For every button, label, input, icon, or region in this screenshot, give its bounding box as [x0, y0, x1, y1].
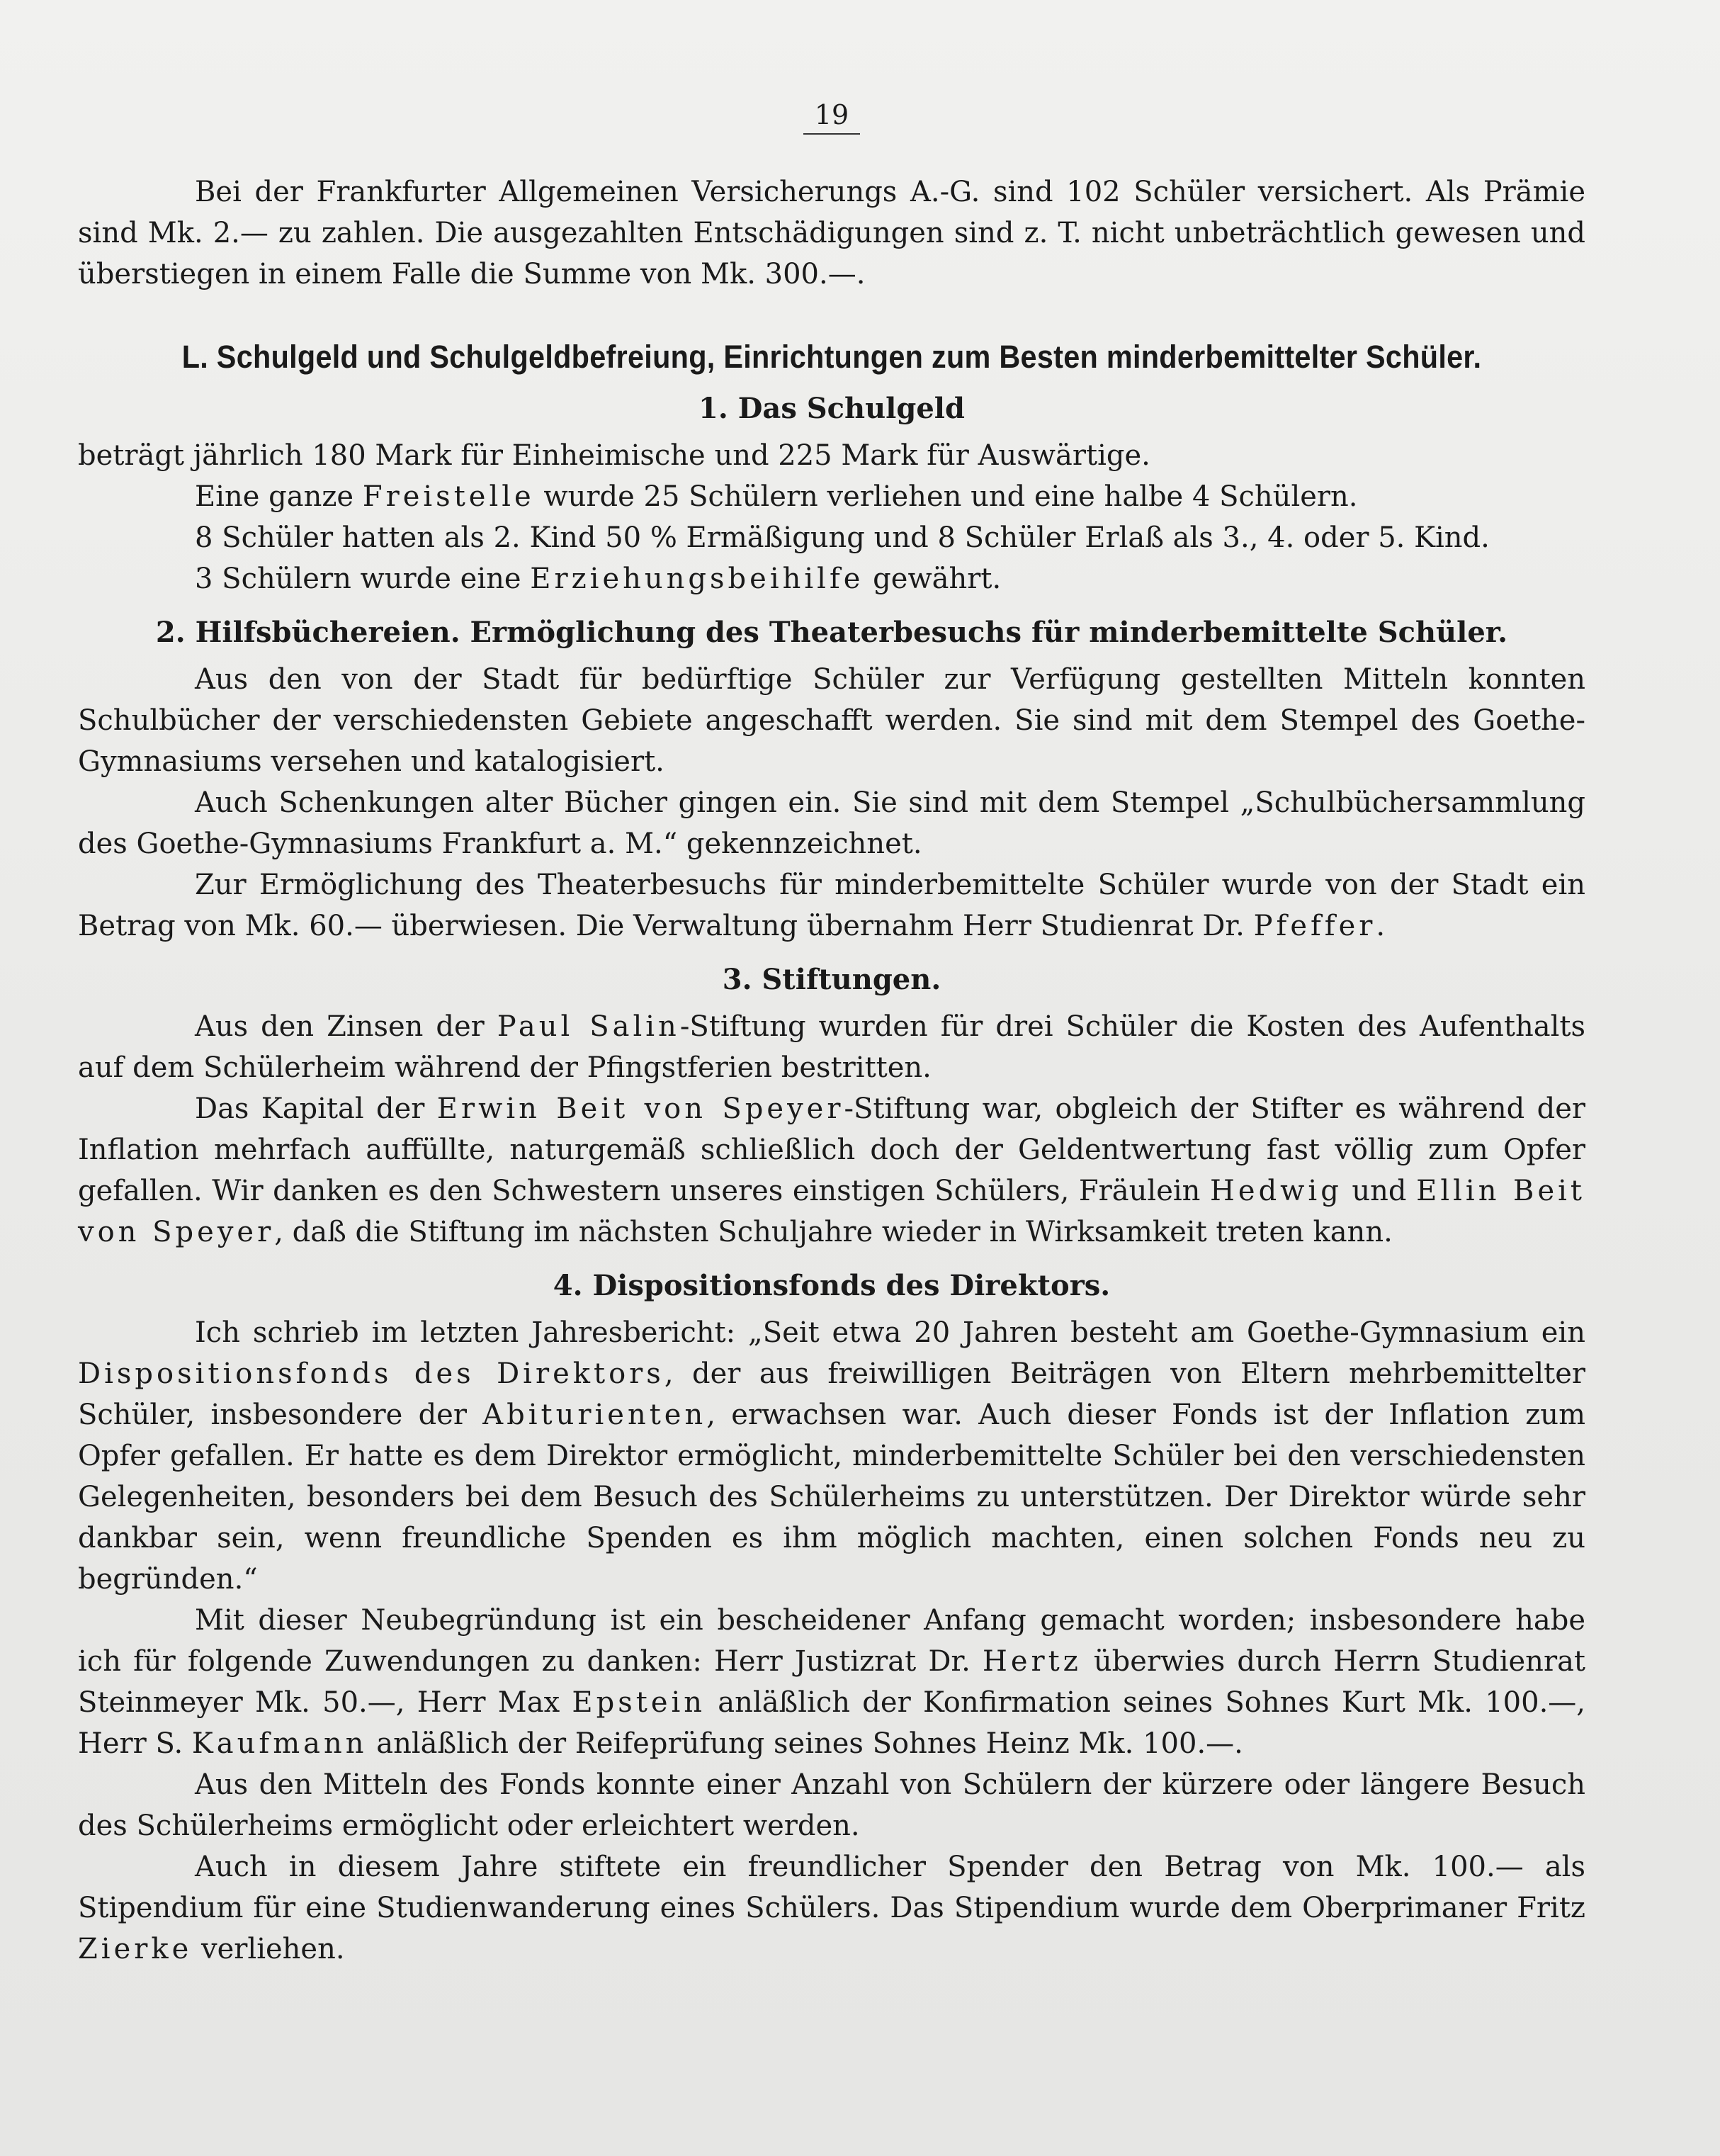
spaced-name: Hedwig: [1210, 1175, 1342, 1207]
spaced-name: Hertz: [982, 1645, 1082, 1678]
paragraph: Auch Schenkungen alter Bücher gingen ein. Sie sind mit dem Stempel „Schulbüchersammlung des Goethe-Gymnasiums Frankfurt a. M.“ gekennzeichnet.: [78, 786, 1585, 860]
paragraph: Eine ganze Freistelle wurde 25 Schülern verliehen und eine halbe 4 Schülern.: [195, 480, 1358, 513]
spaced-name: Kaufmann: [191, 1727, 368, 1760]
paragraph: Aus den von der Stadt für bedürftige Schüler zur Verfügung gestellten Mitteln konnten Schulbücher der verschiedensten Gebiete angeschafft werden. Sie sind mit dem Stempel des Goethe-Gymnasiums versehen und katalogisiert.: [78, 663, 1585, 778]
subsection-title-schulgeld: 1. Das Schulgeld: [698, 392, 965, 425]
spaced-name: Pfeffer: [1253, 910, 1376, 942]
paragraph: Aus den Mitteln des Fonds konnte einer Anzahl von Schülern der kürzere oder längere Besuch des Schülerheims ermöglicht oder erleichtert werden.: [78, 1768, 1585, 1842]
intro-paragraph: Bei der Frankfurter Allgemeinen Versicherungs A.-G. sind 102 Schüler versichert. Als Prämie sind Mk. 2.— zu zahlen. Die ausgezahlten Entschädigungen sind z. T. nicht unbeträchtlich gewesen und überstiegen in einem Falle die Summe von Mk. 300.—.: [78, 176, 1585, 290]
spaced-term: Abiturienten: [482, 1399, 707, 1431]
paragraph: beträgt jährlich 180 Mark für Einheimische und 225 Mark für Auswärtige.: [78, 439, 1150, 472]
paragraph: 8 Schüler hatten als 2. Kind 50 % Ermäßigung und 8 Schüler Erlaß als 3., 4. oder 5. Kind.: [195, 521, 1490, 554]
spaced-name: Ellin Beit von Speyer: [78, 1175, 1585, 1248]
paragraph: Das Kapital der Erwin Beit von Speyer-Stiftung war, obgleich der Stifter es während der Inflation mehrfach auffüllte, naturgemäß schließlich doch der Geldentwertung fast völlig zum Opfer gefallen. Wir danken es den Schwestern unseres einstigen Schülers, Fräulein Hedwig und Ellin Beit von Speyer, daß die Stiftung im nächsten Schuljahre wieder in Wirksamkeit treten kann.: [78, 1093, 1586, 1248]
paragraph: 3 Schülern wurde eine Erziehungsbeihilfe gewährt.: [195, 563, 1002, 595]
spaced-name: Paul Salin: [497, 1010, 680, 1043]
spaced-name: Zierke: [78, 1933, 193, 1965]
spaced-term: Dispositionsfonds des Direktors: [78, 1358, 664, 1390]
page-number: 19: [78, 99, 1585, 135]
paragraph: Ich schrieb im letzten Jahresbericht: „Seit etwa 20 Jahren besteht am Goethe-Gymnasium ein Dispositionsfonds des Direktors, der aus freiwilligen Beiträgen von Eltern mehrbemittelter Schüler, insbesondere der Abiturienten, erwachsen war. Auch dieser Fonds ist der Inflation zum Opfer gefallen. Er hatte es dem Direktor ermöglicht, minderbemittelte Schüler bei den verschiedensten Gelegenheiten, besonders bei dem Besuch des Schülerheims zu unterstützen. Der Direktor würde sehr dankbar sein, wenn freundliche Spenden es ihm möglich machten, einen solchen Fonds neu zu begründen.“: [78, 1316, 1586, 1596]
paragraph: Auch in diesem Jahre stiftete ein freundlicher Spender den Betrag von Mk. 100.— als Stipendium für eine Studienwanderung eines Schülers. Das Stipendium wurde dem Oberprimaner Fritz Zierke verliehen.: [78, 1851, 1585, 1965]
paragraph: Aus den Zinsen der Paul Salin-Stiftung wurden für drei Schüler die Kosten des Aufenthalts auf dem Schülerheim während der Pfingstferien bestritten.: [78, 1010, 1585, 1084]
subsection-title-hilfsbuechereien: 2. Hilfsbüchereien. Ermöglichung des Theaterbesuchs für minderbemittelte Schüler.: [155, 616, 1508, 649]
subsection-title-dispositionsfonds: 4. Dispositionsfonds des Direktors.: [553, 1269, 1111, 1302]
section-title: L. Schulgeld und Schulgeldbefreiung, Einrichtungen zum Besten minderbemittelter Schüler.: [181, 339, 1482, 375]
spaced-term: Erziehungsbeihilfe: [530, 563, 864, 595]
spaced-name: Epstein: [572, 1686, 706, 1719]
paragraph: Mit dieser Neubegründung ist ein bescheidener Anfang gemacht worden; insbesondere habe ich für folgende Zuwendungen zu danken: Herr Justizrat Dr. Hertz überwies durch Herrn Studienrat Steinmeyer Mk. 50.—, Herr Max Epstein anläßlich der Konfirmation seines Sohnes Kurt Mk. 100.—, Herr S. Kaufmann anläßlich der Reifeprüfung seines Sohnes Heinz Mk. 100.—.: [78, 1604, 1585, 1760]
spaced-name: Erwin Beit von Speyer: [436, 1093, 844, 1125]
subsection-title-stiftungen: 3. Stiftungen.: [722, 963, 941, 996]
spaced-term: Freistelle: [362, 480, 535, 513]
paragraph: Zur Ermöglichung des Theaterbesuchs für minderbemittelte Schüler wurde von der Stadt ein Betrag von Mk. 60.— überwiesen. Die Verwaltung übernahm Herr Studienrat Dr. Pfeffer.: [78, 869, 1585, 942]
